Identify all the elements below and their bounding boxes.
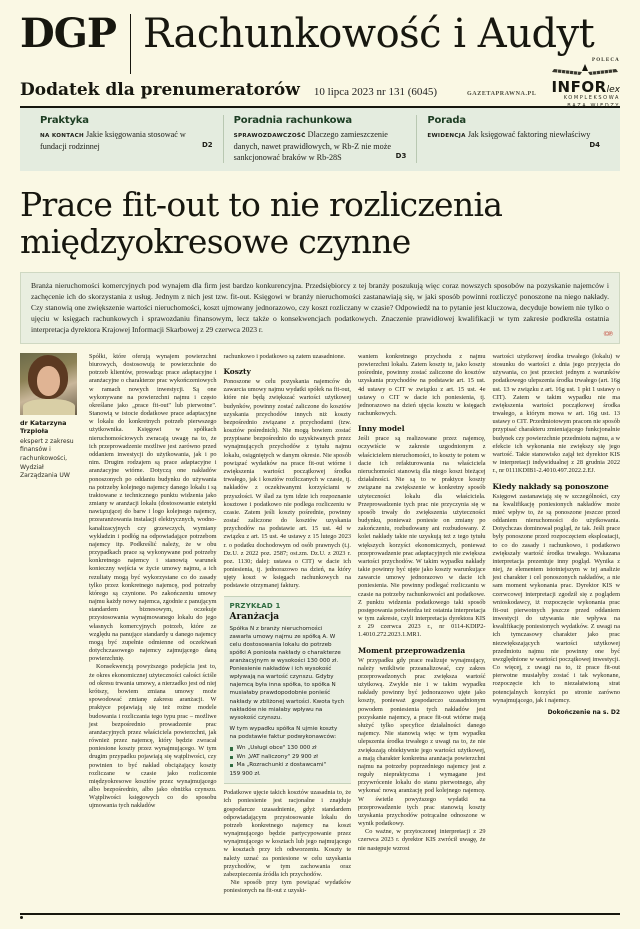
text-column-2	[224, 353, 352, 896]
teaser-body: Jakie księgowania stosować w fundacji rodzinnej	[40, 130, 186, 151]
copyright-mark: ©℗	[603, 329, 612, 338]
teaser-text	[40, 129, 213, 152]
example-total: 159 900 zł.	[229, 771, 261, 778]
paragraph: Podatkowe ujęcie takich kosztów uzasadnia to, że ich poniesienie jest racjonalne i znajduje gospodarcze uzasadnienie, gdyż standardem odpowiadającym przystosowanie lokalu do potrzeb konkretnego najemcy na koszt wynajmującego będzie partycypowanie przez wynajmującego w kosztach lub jego najmującego w kosztach przy ich odtworzeniu. Koszty te należy uznać za poniesione w celu uzyskania przychodów, w tym zachowania oraz zabezpieczenia źródła ich przychodów.	[223, 789, 351, 878]
brand-logo[interactable]: DGP	[20, 10, 116, 57]
sponsor-name-text: INFOR	[551, 78, 607, 96]
teaser-page: D3	[395, 152, 407, 161]
section-title: Rachunkowość i Audyt	[142, 11, 595, 57]
example-entry: Ma „Rozrachunki z dostawcami"	[230, 761, 346, 769]
teaser-body: Dlaczego zamieszczenie danych, nawet prawidłowych, w Rb-Z nie może sankcjonować braków w Rb-28S	[233, 130, 392, 163]
paragraph: Księgowi zastanawiają się w szczególności, czy na kwalifikację poniesionych nakładów może mieć wpływ to, że są ponoszone jeszcze przed oddaniem nieruchomości do użytkowania. Dotychczas dominował pogląd, że tak. Jeśli prace były ponoszone przed rozpoczęciem eksploatacji, to co do zasady i rachunkowo, i podatkowo zwiększały wartość środka trwałego. Wskazana interpretacja prezentuje inny pogląd. Wynika z niej, że elementem istotniejszym w tej analizie jest charakter i cel ponoszonych nakładów, a nie sam moment wykonania prac. Dyrektor KIS w czerwcowej interpretacji zgodził się z poglądem wnioskodawcy, iż rozpoczęcie wykonania prac fit-out pierwotnych jeszcze przed oddaniem inwestycji do używania nie wpływa na kwalifikację poniesionych wydatków. Z uwagi na ich tymczasowy charakter jako prac niezwiększających wartości użytkowej przedmiotu najmu nie powinny one być uwzględnione w wartości początkowej inwestycji. Co więcej, z uwagi na to, iż prace fit-out pierwotne musiałyby zostać i tak wykonane, rozpoczęcie ich to niezałatwioną strat potencjalnych korzyści po stronie zarówno wynajmującego, jak i najemcy.	[492, 492, 620, 704]
paragraph: Co ważne, w przytoczonej interpretacji z 29 czerwca 2023 r. dyrektor KIS zwrócił uwagę, że nie następuje wzrost	[358, 828, 486, 852]
teaser-page: D2	[201, 140, 213, 149]
teaser-title: Porada	[427, 115, 466, 126]
teaser-page: D4	[589, 140, 601, 149]
paragraph: Konsekwencją powyższego podejścia jest to, że okres ekonomicznej użyteczności całości ściśle od okresu trwania umowy, a nierzadko jest od niej krótszy, bowiem zmiana umowy może spowodować zmianę zakresu aranżacji. W praktyce pojawiają się też rożne modele budowania i rozliczania tego typu prac – możliwe jest bezpośrednio prowadzenie prac aranżacyjnych przez właściciela powierzchni, jak również przez najemcę, który będzie zwracał poniesione koszty przez wynajmującego. W tym drugim przypadku pojawiają się wątpliwości, czy powinien to być nakład obciążający koszty rozliczane w czasie jako rozliczenie międzyokresowe kosztów przez wynajmującego albo bezpośrednio, albo jako obniżka czynszu. Wątpliwości księgowych co do sposobu ujmowania tych nakładów	[89, 663, 217, 810]
teaser-text	[234, 129, 407, 163]
teaser-title: Praktyka	[40, 115, 89, 126]
article-body	[20, 353, 620, 896]
sponsor-name	[510, 80, 620, 95]
subheading-inny-model: Inny model	[358, 424, 405, 434]
article-lead-box	[20, 272, 620, 344]
portrait-body	[23, 399, 75, 415]
article-lead-text: Branża nieruchomości komercyjnych pod wynajem dla firm jest bardzo konkurencyjna. Przedsiębiorcy z tej branży poszukują więc coraz nowszych sposobów na pozyskanie najemców i zachęcenie ich do skorzystania z usług. Jednym z nich jest tzw. fit-out. Księgowi w branży nieruchomości zastanawiają się, w jaki sposób powinni rozliczyć ponoszone na niego nakłady. Czy stanowią one zwiększenie wartości nieruchomości, koszt ujmowany jednorazowo, czy koszt rozliczany w czasie? Odpowiedź na to pytanie jest kluczowa, decyduje bowiem nie tylko o ujęciu w księgach rachunkowych i sprawozdaniu finansowym, lecz także o konsekwencjach podatkowych. Znaczenie prawidłowej kwalifikacji w tym zakresie podkreśla ostatnia interpretacja dyrektora Krajowej Informacji Skarbowej z 29 czerwca 2023 r.	[31, 280, 609, 334]
example-title: Aranżacja	[229, 611, 280, 622]
paragraph: W przypadku gdy prace realizuje wynajmujący, należy wnikliwie przeanalizować, czy zakres przeprowadzonych prac zwiększa wartość użytkową. Zwykle nie i w takim wypadku nakłady powinny być jednorazowo ujęte jako koszty, ponieważ gospodarczo uzasadnionym powodem poniesienia tych nakładów jest pozyskanie najemcy, a prace fit-out wtórne mają służyć tylko specyfice działalności danego najemcy. Nie stanowią więc w tym wypadku ulepszenia środka trwałego z uwagi na to, że nie zwiększają obiektywnie jego wartości użytkowej, a mają charakter konkretna aranżacja powierzchni najmu na potrzeby poprzedniego najemcy jest z reguły niepraktyczna i wymagane jest przywrócenie lokalu do stanu pierwotnego, aby wykonać nową aranżację pod kolejnego najemcę. W świetle powyższego wydatki na przeprowadzenie tych prac stanowią koszty uzyskania przychodów potrącalne odnoszone w wynik podatkowy.	[358, 656, 486, 828]
text-column-3	[358, 353, 486, 896]
example-label: PRZYKŁAD 1	[229, 601, 281, 610]
site-url[interactable]: GAZETAPRAWNA.PL	[467, 91, 537, 97]
paragraph: Nie sposób przy tym powiązać wydatków poniesionych na fit-out z uzyski-	[223, 879, 351, 895]
text-column-4	[493, 353, 621, 896]
teaser-kicker: SPRAWOZDAWCZOŚĆ	[233, 133, 306, 139]
footer-bullet	[20, 916, 23, 919]
continuation-note[interactable]: Dokończenie na s. D2	[547, 708, 620, 716]
example-entry: Wn „Usługi obce" 130 000 zł	[230, 744, 346, 752]
masthead-divider	[130, 14, 131, 74]
paragraph: wartości użytkowej środka trwałego (lokalu) w stosunku do wartości z dnia jego przyjęcia do używania, co jest przecież jednym z warunków podatkowego ulepszenia środka trwałego (art. 16g ust. 13 w związku z art. 16g ust. 1 pkt 1 ustawy o CIT). Zatem w takim wypadku nie ma zwiększenia wartości początkowej środka trwałego, a którym mowa w art. 16g ust. 13 ustawy o CIT. Przedmiotowym pracom nie sposób przypisać charakteru zmieniającego funkcjonalnie budynek czy powierzchnie przedmiotu najmu, a w efekcie ich wykonania nie zwiększy się jego wartość. Takie stanowisko zajął też dyrektor KIS w interpretacji indywidualnej z 28 grudnia 2022 r., nr 0111KDIB1-2.4010.497.2022.2.EJ.	[492, 352, 620, 475]
teaser-bar	[20, 108, 620, 171]
sponsor-name-suffix: lex	[606, 85, 620, 95]
subheading-moment-przeprowadzenia: Moment przeprowadzenia	[358, 645, 466, 655]
teaser-item-poradnia[interactable]	[223, 115, 417, 163]
example-entry: Wn „VAT naliczony" 29 900 zł	[230, 753, 346, 761]
sponsor-recommends-label: POLECA	[591, 58, 620, 63]
example-paragraph: Spółka N z branży nieruchomości zawarła umowy najmu ze spółką A. W celu dostosowania lokalu do potrzeb spółki A poniosła nakłady o charakterze aranżacyjnym w wysokości 130 000 zł. Poniesienie nakładów i ich wysokość wpływają na wartość czynszu. Gdyby najemcą była inna spółka, to spółka N musiałaby prawdopodobnie ponieść nakłady w zbliżonej wartości. Kwota tych nakładów nie miałaby wpływu na wysokość czynszu.	[229, 625, 345, 721]
text-column-1	[89, 353, 217, 896]
teaser-title: Poradnia rachunkowa	[233, 115, 352, 126]
footer-rule	[20, 913, 620, 915]
teaser-kicker: EWIDENCJA	[427, 133, 466, 139]
sponsor-block	[510, 58, 620, 110]
paragraph: waniem konkretnego przychodu z najmu powierzchni lokalu. Zatem koszty te, jako koszty pośrednie, powinny zostać zaliczone do kosztów uzyskania przychodów na podstawie art. 15 ust. 4d ustawy o CIT w związku z art. 15 ust. 4e ustawy o CIT w dacie ich poniesienia, tj. jednorazowo na dzień ujęcia kosztu w księgach rachunkowych.	[358, 352, 486, 418]
paragraph: rachunkowo i podatkowo są zatem uzasadnione.	[223, 352, 346, 360]
issue-line: 10 lipca 2023 nr 131 (6045)	[313, 86, 438, 98]
example-entry-list	[230, 744, 346, 769]
paragraph: Spółki, które oferują wynajem powierzchni biurowych, dostosowują te powierzchnie do potrzeb klientów, prowadząc prace adaptacyjne i aranżacyjne o charakterze prac wykończeniowych w ramach nowych inwestycji. Są one wykonywane na powierzchni najmu i często określane jako „prace fit-out" lub pierwotne". Stanowią w istocie dodatkowe prace adaptacyjne w lokalu do konkretnych potrzeb pierwszego użytkownika. Księgowi w spółkach nieruchomościowych zwracają uwagę na to, że ich przeprowadzenie możliwe jest zarówno przed oddaniem inwestycji do użytkowania, jak i po nim. Drugim rodzajem są prace adaptacyjne i aranżacyjne wtórne. Dotyczą one nakładów ponoszonych po oddaniu budynku do używania na potrzeby kolejnego najemcy danego lokalu i są traktowane z technicznego punktu widzenia jako zmiany w aranżacji lokalu (dostosowanie estetyki nawiązującej do barw i logo kolejnego najemcy, przearanżowania instalacji elektrycznych, wodno-kanalizacyjnych czy grzewczych, wymiany wykładzin i podłóg na odpowiadające potrzebom najemcy itp. Podkreślić należy, że w obu przypadkach prace są wykonywane pod potrzeby konkretnego najemcy i stanowią warunek konieczny wejścia w życie umowy najmu, a ich rezultaty mogą być wykorzystane co do zasady tylko przez konkretnego najemcę, pod potrzeby którego są czynione. Po zakończeniu umowy najmu każdy nowy najemca, zgodnie z panującym standardem biznesowym, oczekuje przystosowania wynajmowanego lokalu do jego własnych komercyjnych potrzeb, które ze względu na panujące standardy u danego najemcy mogą być zupełnie odmienne od oczekiwań dotychczasowego najemcy zajmującego daną powierzchnię.	[89, 352, 217, 663]
portrait-face	[37, 366, 60, 396]
teaser-body: Jak księgować faktoring niewłaściwy	[467, 130, 591, 139]
supplement-label: Dodatek dla prenumeratorów	[20, 80, 300, 100]
author-name: dr Katarzyna Trzpioła	[20, 418, 67, 436]
article-headline: Prace fit-out to nie rozliczenia międzyokresowe czynne	[20, 185, 503, 261]
paragraph: Ponoszone w celu pozyskania najemców do zawarcia umowy najmu wydatki spółek na fit-out, które nie będą zwiększać wartości użytkowej budynków, powinny zostać zaliczone do kosztów uzyskania przychodów innych niż koszty bezpośrednio związane z przychodami (tzw. kosztów pośrednich). Nie mogą bowiem zostać przypisane bezpośrednio do uzyskiwanych przez wynajmujących przychodów z tytułu najmu lokalu, osiągniętych w danym okresie. Nie sposób powiązać wydatków na prace fit-out wtórne i zwiększenia wartości początkowej środka trwałego, jak i kosztów rozliczanych w czasie, tj. nakładów z oczekiwanymi korzyściami w przyszłości. W ślad za tym idzie ich rozpoznanie kosztowe i podatkowo nie podlega rozliczeniu w czasie. Zatem jeśli koszty pośrednie, powinny zostać zaliczone do kosztów uzyskania przychodów na podstawie art. 15 ust. 4d w związku z art. 15 ust. 4e ustawy z 15 lutego 2023 r. o podatku dochodowym od osób prawnych (t.j. Dz.U. z 2022 poz. 2587; ost.zm. Dz.U. z 2023 r. poz. 1130; dalej: ustawa o CIT) w dacie ich poniesienia, tj. jednorazowo na dzień, na który ujęty koszt w księgach rachunkowych na podstawie otrzymanej faktury.	[223, 378, 351, 590]
example-box	[224, 596, 352, 785]
sponsor-tagline-2: BAZA WIEDZY	[567, 102, 620, 109]
author-description: ekspert z zakresu finansów i rachunkowości, Wydział Zarządzania UW	[20, 437, 74, 480]
author-column	[20, 353, 82, 896]
sponsor-tagline-1: KOMPLEKSOWA	[563, 95, 620, 101]
teaser-item-praktyka[interactable]	[30, 115, 223, 163]
teaser-text	[427, 129, 601, 149]
paragraph: Jeśli prace są realizowane przez najemcę, oczywiście w zakresie uzgodnionym z właścicielem nieruchomości, to koszty te potem w dacie ich refakturowania na właściciela nieruchomości stanowią dla niego koszt bieżącej działalności. Nie są to w praktyce koszty związane na zwiększenie w konkretny sposób użyteczności lokalu dla właściciela. Przeprowadzenie tych prac nie przyczynia się w sposób trwały do zwiększenia użyteczności budynku, ponieważ poniesie on zmiany po zakończeniu, rozbudowany ani rozbudowany. Z kolei nakłady takie nie uzyskują też z tego tytułu większych korzyści ekonomicznych, ponieważ przeprowadzenie prac adaptacyjnych nie zwiększa wartości przychodów. W takim wypadku nakłady takie powinny być ujęte jako koszty warunkujące zawarcie umowy jednorazowo w dacie ich poniesienia. Nie powinny podlegać rozliczaniu w czasie na potrzeby rachunkowości ani podatkowe. Z punktu widzenia podatkowego taki sposób postępowania potwierdza też ostatnia interpretacja w tym zakresie, czyli interpretacja dyrektora KIS z 29 czerwca 2023 r., nr 0114-KDIP2-1.4010.272.2023.1.MR1.	[358, 435, 486, 639]
teaser-item-porada[interactable]	[416, 115, 610, 163]
example-paragraph: W tym wypadku spółka N ujmie koszty na podstawie faktur podwykonawców:	[229, 725, 338, 740]
subheading-kiedy-naklady: Kiedy nakłady są ponoszone	[492, 481, 609, 491]
author-portrait	[20, 353, 77, 415]
subheading-koszty: Koszty	[223, 367, 251, 377]
teaser-kicker: NA KONTACH	[40, 133, 84, 139]
